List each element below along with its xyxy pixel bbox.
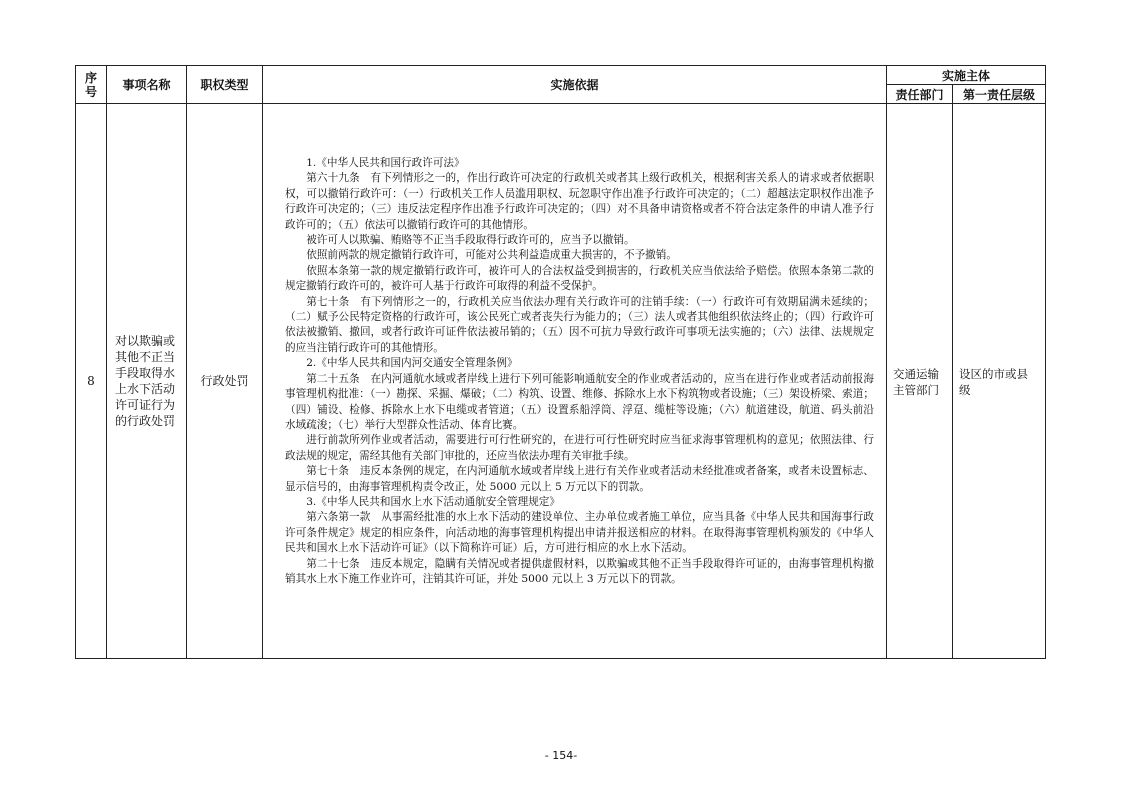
basis-paragraph: 依照本条第一款的规定撤销行政许可，被许可人的合法权益受到损害的，行政机关应当依法给予赔偿。依照本条第二款的规定撤销行政许可的，被许可人基于行政许可取得的利益不受保护。 — [285, 264, 874, 293]
header-dept: 责任部门 — [887, 85, 953, 104]
basis-paragraph: 1.《中华人民共和国行政许可法》 — [306, 157, 465, 169]
table-row — [76, 104, 1046, 659]
basis-paragraph: 第七十条 有下列情形之一的，行政机关应当依法办理有关行政许可的注销手续：（一）行政许可有效期届满未延续的；（二）赋予公民特定资格的行政许可，该公民死亡或者丧失行为能力的；（三）法人或者其他组织依法终止的；（四）行政许可依法被撤销、撤回，或者行政许可证件依法被吊销的；（五）因不可抗力导致行政许可事项无法实施的；（六）法律、法规规定的应当注销行政许可的其他情形。 — [285, 295, 874, 354]
basis-paragraph: 2.《中华人民共和国内河交通安全管理条例》 — [306, 357, 518, 370]
header-power-type: 职权类型 — [187, 66, 263, 104]
basis-paragraph: 进行前款所列作业或者活动，需要进行可行性研究的，在进行可行性研究时应当征求海事管理机构的意见；依照法律、行政法规的规定，需经其他有关部门审批的，还应当依法办理有关审批手续。 — [285, 434, 874, 462]
basis-paragraph: 第六十九条 有下列情形之一的，作出行政许可决定的行政机关或者其上级行政机关，根据利害关系人的请求或者依据职权，可以撤销行政许可：（一）行政机关工作人员滥用职权、玩忽职守作出准予行政许可决定的；（二）超越法定职权作出准予行政许可决定的；（三）违反法定程序作出准予行政许可决定的；（四）对不具备申请资格或者不符合法定条件的申请人准予行政许可的；（五）依法可以撤销行政许可的其他情形。 — [285, 172, 874, 231]
basis-paragraph: 被许可人以欺骗、贿赂等不正当手段取得行政许可的，应当予以撤销。 — [306, 234, 635, 247]
basis-paragraph: 第六条第一款 从事需经批准的水上水下活动的建设单位、主办单位或者施工单位，应当具备《中华人民共和国海事行政许可条件规定》规定的相应条件，向活动地的海事管理机构提出申请并报送相应的材料。在取得海事管理机构颁发的《中华人民共和国水上水下活动许可证》（以下简称许可证）后，方可进行相应的水上水下活动。 — [285, 511, 874, 555]
basis-paragraph: 3.《中华人民共和国水上水下活动通航安全管理规定》 — [306, 495, 560, 508]
header-level: 第一责任层级 — [953, 85, 1046, 104]
row-seq: 8 — [76, 104, 107, 659]
basis-paragraph: 第七十条 违反本条例的规定，在内河通航水域或者岸线上进行有关作业或者活动未经批准或者备案，或者未设置标志、显示信号的，由海事管理机构责令改正，处 5000 元以上 5 万元以下的罚款。 — [285, 465, 874, 493]
row-power-type: 行政处罚 — [187, 104, 263, 659]
row-basis — [263, 104, 887, 659]
page-number: - 154- — [544, 749, 578, 762]
row-level: 设区的市或县级 — [953, 104, 1046, 659]
basis-paragraph: 第二十五条 在内河通航水域或者岸线上进行下列可能影响通航安全的作业或者活动的，应当在进行作业或者活动前报海事管理机构批准：（一）勘探、采掘、爆破；（二）构筑、设置、维修、拆除水上水下构筑物或者设施；（三）架设桥梁、索道；（四）铺设、检修、拆除水上水下电缆或者管道；（五）设置系船浮筒、浮趸、缆桩等设施；（六）航道建设，航道、码头前沿水域疏浚；（七）举行大型群众性活动、体育比赛。 — [285, 372, 874, 431]
row-item-name: 对以欺骗或其他不正当手段取得水上水下活动许可证行为的行政处罚 — [107, 104, 187, 659]
row-dept: 交通运输主管部门 — [887, 104, 953, 659]
enforcement-table — [75, 65, 1046, 659]
basis-paragraph: 依照前两款的规定撤销行政许可，可能对公共利益造成重大损害的，不予撤销。 — [306, 249, 677, 262]
header-basis: 实施依据 — [263, 66, 887, 104]
header-item-name: 事项名称 — [107, 66, 187, 104]
basis-paragraph: 第二十七条 违反本规定，隐瞒有关情况或者提供虚假材料，以欺骗或其他不正当手段取得许可证的，由海事管理机构撤销其水上水下施工作业许可，注销其许可证，并处 5000 元以上 3 万元以下的罚款。 — [285, 557, 874, 585]
header-seq: 序号 — [76, 66, 107, 104]
header-subject: 实施主体 — [887, 66, 1046, 85]
